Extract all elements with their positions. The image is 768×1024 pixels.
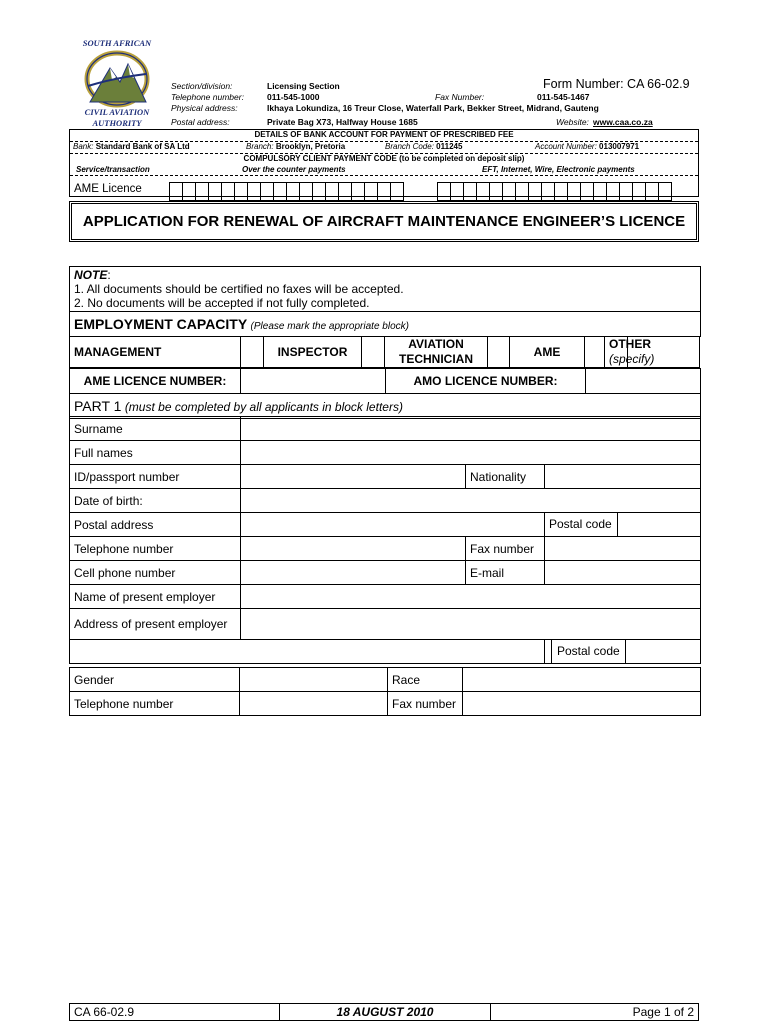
- employer-address-label: Address of present employer: [70, 609, 241, 640]
- capacity-inspector-checkbox[interactable]: [362, 337, 385, 368]
- payment-code-char-box[interactable]: [528, 182, 542, 201]
- counter-payment-code-boxes[interactable]: [170, 182, 404, 201]
- cell-phone-label: Cell phone number: [70, 561, 241, 585]
- payment-code-char-box[interactable]: [312, 182, 326, 201]
- payment-code-char-box[interactable]: [476, 182, 490, 201]
- telephone-label: Telephone number:: [171, 92, 244, 102]
- footer-date: 18 AUGUST 2010: [279, 1004, 491, 1020]
- payment-code-char-box[interactable]: [234, 182, 248, 201]
- postal-code-2-cell[interactable]: [545, 640, 701, 664]
- section-label: Section/division:: [171, 81, 233, 91]
- full-names-label: Full names: [70, 441, 241, 465]
- date-of-birth-input[interactable]: [241, 489, 701, 513]
- race-input[interactable]: [463, 668, 701, 692]
- part1-table: [69, 416, 701, 664]
- email-input[interactable]: [545, 561, 701, 585]
- payment-code-char-box[interactable]: [286, 182, 300, 201]
- fax-2-input[interactable]: [463, 692, 701, 716]
- physical-address-label: Physical address:: [171, 103, 238, 113]
- website-label: Website:: [556, 117, 589, 127]
- payment-code-char-box[interactable]: [299, 182, 313, 201]
- payment-code-char-box[interactable]: [221, 182, 235, 201]
- eft-payment-code-boxes[interactable]: [438, 182, 672, 201]
- licence-numbers-table: [69, 368, 701, 419]
- fax-input[interactable]: [545, 537, 701, 561]
- telephone-field-label: Telephone number: [70, 537, 241, 561]
- payment-code-char-box[interactable]: [502, 182, 516, 201]
- payment-code-char-box[interactable]: [364, 182, 378, 201]
- bank-heading: DETAILS OF BANK ACCOUNT FOR PAYMENT OF PRESCRIBED FEE: [70, 130, 698, 142]
- payment-code-char-box[interactable]: [195, 182, 209, 201]
- payment-code-char-box[interactable]: [645, 182, 659, 201]
- payment-code-char-box[interactable]: [463, 182, 477, 201]
- employer-name-label: Name of present employer: [70, 585, 241, 609]
- capacity-aviation-technician-label: AVIATION TECHNICIAN: [385, 337, 488, 368]
- payment-code-char-box[interactable]: [580, 182, 594, 201]
- amo-licence-number-label: AMO LICENCE NUMBER:: [386, 369, 586, 394]
- form-title: APPLICATION FOR RENEWAL OF AIRCRAFT MAINTENANCE ENGINEER’S LICENCE: [69, 201, 699, 242]
- id-passport-input[interactable]: [241, 465, 466, 489]
- postal-address-value: Private Bag X73, Halfway House 1685: [267, 117, 418, 127]
- payment-code-char-box[interactable]: [541, 182, 555, 201]
- payment-code-char-box[interactable]: [182, 182, 196, 201]
- form-number: Form Number: CA 66-02.9: [543, 77, 690, 91]
- section-value: Licensing Section: [267, 81, 340, 91]
- fax-field-label: Fax number: [466, 537, 545, 561]
- postal-address-input[interactable]: [241, 513, 545, 537]
- surname-input[interactable]: [241, 417, 701, 441]
- payment-code-char-box[interactable]: [273, 182, 287, 201]
- date-of-birth-label: Date of birth:: [70, 489, 241, 513]
- employer-name-input[interactable]: [241, 585, 701, 609]
- payment-code-char-box[interactable]: [593, 182, 607, 201]
- capacity-management-label: MANAGEMENT: [70, 337, 241, 368]
- payment-code-char-box[interactable]: [351, 182, 365, 201]
- application-form-table: [69, 266, 701, 368]
- payment-code-char-box[interactable]: [169, 182, 183, 201]
- payment-code-char-box[interactable]: [619, 182, 633, 201]
- capacity-inspector-label: INSPECTOR: [264, 337, 362, 368]
- postal-address-field-label: Postal address: [70, 513, 241, 537]
- note-line-1: 1. All documents should be certified no faxes will be accepted.: [74, 282, 404, 296]
- telephone-2-input[interactable]: [240, 692, 388, 716]
- postal-address-label: Postal address:: [171, 117, 230, 127]
- full-names-input[interactable]: [241, 441, 701, 465]
- fax-value: 011-545-1467: [537, 92, 590, 102]
- payment-code-char-box[interactable]: [208, 182, 222, 201]
- payment-code-char-box[interactable]: [377, 182, 391, 201]
- race-label: Race: [388, 668, 463, 692]
- nationality-input[interactable]: [545, 465, 701, 489]
- payment-code-char-box[interactable]: [606, 182, 620, 201]
- id-passport-label: ID/passport number: [70, 465, 241, 489]
- part1-table-bottom: [69, 667, 701, 716]
- footer-form-code: CA 66-02.9: [74, 1005, 135, 1019]
- capacity-aviation-technician-checkbox[interactable]: [488, 337, 510, 368]
- telephone-value: 011-545-1000: [267, 92, 320, 102]
- payment-code-char-box[interactable]: [437, 182, 451, 201]
- employment-capacity-heading: EMPLOYMENT CAPACITY (Please mark the appropriate block): [70, 312, 701, 337]
- physical-address-value: Ikhaya Lokundiza, 16 Treur Close, Waterfall Park, Bekker Street, Midrand, Gauteng: [267, 103, 599, 113]
- payment-code-char-box[interactable]: [515, 182, 529, 201]
- employer-address-input-2[interactable]: [70, 640, 545, 664]
- payment-code-char-box[interactable]: [390, 182, 404, 201]
- page-footer: [69, 1003, 699, 1021]
- payment-code-char-box[interactable]: [632, 182, 646, 201]
- cell-phone-input[interactable]: [241, 561, 466, 585]
- gender-input[interactable]: [240, 668, 388, 692]
- capacity-other-label: OTHER (specify): [605, 337, 628, 368]
- fax-2-label: Fax number: [388, 692, 463, 716]
- postal-code-cell[interactable]: [545, 513, 701, 537]
- note-line-2: 2. No documents will be accepted if not fully completed.: [74, 296, 370, 310]
- gender-label: Gender: [70, 668, 240, 692]
- email-label: E-mail: [466, 561, 545, 585]
- bank-details-row: Bank: Standard Bank of SA Ltd Branch: Brooklyn, Pretoria Branch Code: 011245 Account Number: 013007971: [70, 142, 698, 154]
- payment-code-char-box[interactable]: [260, 182, 274, 201]
- part1-heading: PART 1 (must be completed by all applicants in block letters): [70, 394, 701, 419]
- capacity-ame-checkbox[interactable]: [585, 337, 605, 368]
- payment-code-char-box[interactable]: [658, 182, 672, 201]
- payment-code-char-box[interactable]: [554, 182, 568, 201]
- telephone-2-label: Telephone number: [70, 692, 240, 716]
- logo-text-bottom: CIVIL AVIATION AUTHORITY: [84, 107, 150, 128]
- telephone-input[interactable]: [241, 537, 466, 561]
- ame-licence-number-input[interactable]: [241, 369, 386, 394]
- payment-code-char-box[interactable]: [489, 182, 503, 201]
- nationality-label: Nationality: [466, 465, 545, 489]
- bank-details-box: [69, 129, 699, 197]
- postal-code-2-label: Postal code: [551, 640, 626, 663]
- capacity-management-checkbox[interactable]: [241, 337, 264, 368]
- footer-page-number: Page 1 of 2: [632, 1005, 694, 1019]
- payment-code-char-box[interactable]: [338, 182, 352, 201]
- caa-logo-icon: [84, 50, 150, 108]
- fax-label: Fax Number:: [435, 92, 485, 102]
- employer-address-input[interactable]: [241, 609, 701, 640]
- payment-code-char-box[interactable]: [567, 182, 581, 201]
- surname-label: Surname: [70, 417, 241, 441]
- payment-code-heading: COMPULSORY CLIENT PAYMENT CODE (to be completed on deposit slip): [243, 154, 525, 163]
- payment-code-char-box[interactable]: [450, 182, 464, 201]
- note-block: NOTE: 1. All documents should be certified no faxes will be accepted. 2. No documents will be accepted if not fully completed.: [70, 267, 701, 312]
- logo-text-top: SOUTH AFRICAN: [82, 38, 152, 48]
- postal-code-label: Postal code: [549, 513, 618, 536]
- payment-code-char-box[interactable]: [325, 182, 339, 201]
- capacity-ame-label: AME: [510, 337, 585, 368]
- ame-licence-label: AME Licence: [74, 183, 142, 195]
- ame-licence-number-label: AME LICENCE NUMBER:: [70, 369, 241, 394]
- payment-types-row: Service/transaction Over the counter payments EFT, Internet, Wire, Electronic payments: [70, 165, 698, 176]
- website-link[interactable]: www.caa.co.za: [593, 117, 653, 127]
- amo-licence-number-input[interactable]: [586, 369, 701, 394]
- payment-code-char-box[interactable]: [247, 182, 261, 201]
